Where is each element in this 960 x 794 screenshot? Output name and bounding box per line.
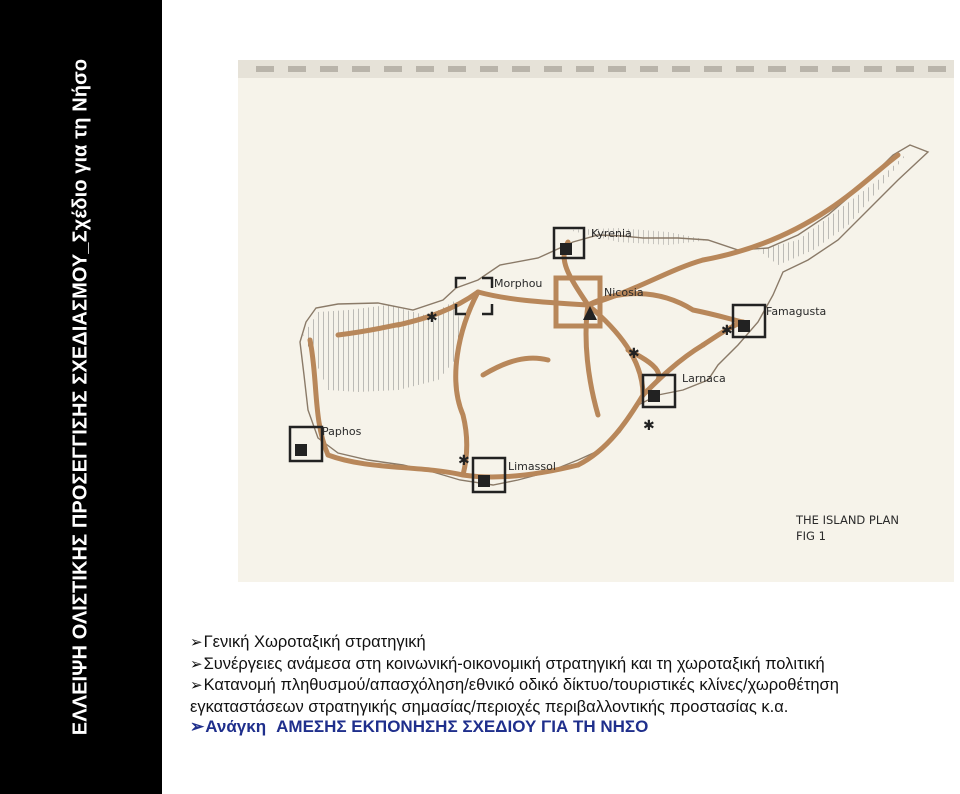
- map-caption-title: THE ISLAND PLAN: [796, 513, 900, 527]
- bullet-item: ➢Κατανομή πληθυσμού/απασχόληση/εθνικό οδικό δίκτυο/τουριστικές κλίνες/χωροθέτηση: [190, 676, 839, 694]
- label-larnaca: Larnaca: [682, 372, 726, 385]
- emphasis-line: [190, 717, 958, 738]
- bullet-item: ➢Συνέργειες ανάμεσα στη κοινωνική-οικονομική στρατηγική και τη χωροταξική πολιτική: [190, 654, 825, 673]
- label-limassol: Limassol: [508, 460, 556, 473]
- arrow-bullet-icon: ➢: [190, 717, 205, 736]
- map-drawing: [238, 60, 954, 582]
- bullet-item: ➢Γενική Χωροταξική στρατηγική: [190, 633, 426, 651]
- bullet-item-continuation: εγκαταστάσεων στρατηγικής σημασίας/περιοχές περιβαλλοντικής προστασίας κ.α.: [190, 697, 789, 716]
- bullet-list: [190, 632, 958, 738]
- arrow-bullet-icon: ➢: [190, 634, 203, 651]
- label-nicosia: Nicosia: [604, 286, 644, 299]
- star-markers: [426, 310, 733, 469]
- arrow-bullet-icon: ➢: [190, 677, 203, 694]
- svg-text:✱: ✱: [643, 418, 655, 434]
- label-kyrenia: Kyrenia: [591, 227, 632, 240]
- sidebar: [0, 0, 162, 794]
- emphasis-statement: ΑΜΕΣΗΣ ΕΚΠΟΝΗΣΗΣ ΣΧΕΔΙΟΥ ΓΙΑ ΤΗ ΝΗΣΟ: [276, 717, 649, 736]
- emphasis-word: Ανάγκη: [205, 717, 267, 736]
- label-morphou: Morphou: [494, 277, 543, 290]
- sidebar-title: ΕΛΛΕΙΨΗ ΟΛΙΣΤΙΚΗΣ ΠΡΟΣΕΓΓΙΣΗΣ ΣΧΕΔΙΑΣΜΟΥ_Σχέδιο για τη Νήσο: [69, 58, 92, 736]
- label-paphos: Paphos: [322, 425, 362, 438]
- label-famagusta: Famagusta: [766, 305, 827, 318]
- svg-text:✱: ✱: [458, 453, 470, 469]
- svg-text:✱: ✱: [426, 310, 438, 326]
- arrow-bullet-icon: ➢: [190, 655, 203, 673]
- svg-text:✱: ✱: [721, 323, 733, 339]
- hatched-area-north: [568, 228, 708, 245]
- map-caption-fig: FIG 1: [796, 529, 826, 543]
- island-plan-map: [238, 60, 954, 582]
- svg-text:✱: ✱: [628, 346, 640, 362]
